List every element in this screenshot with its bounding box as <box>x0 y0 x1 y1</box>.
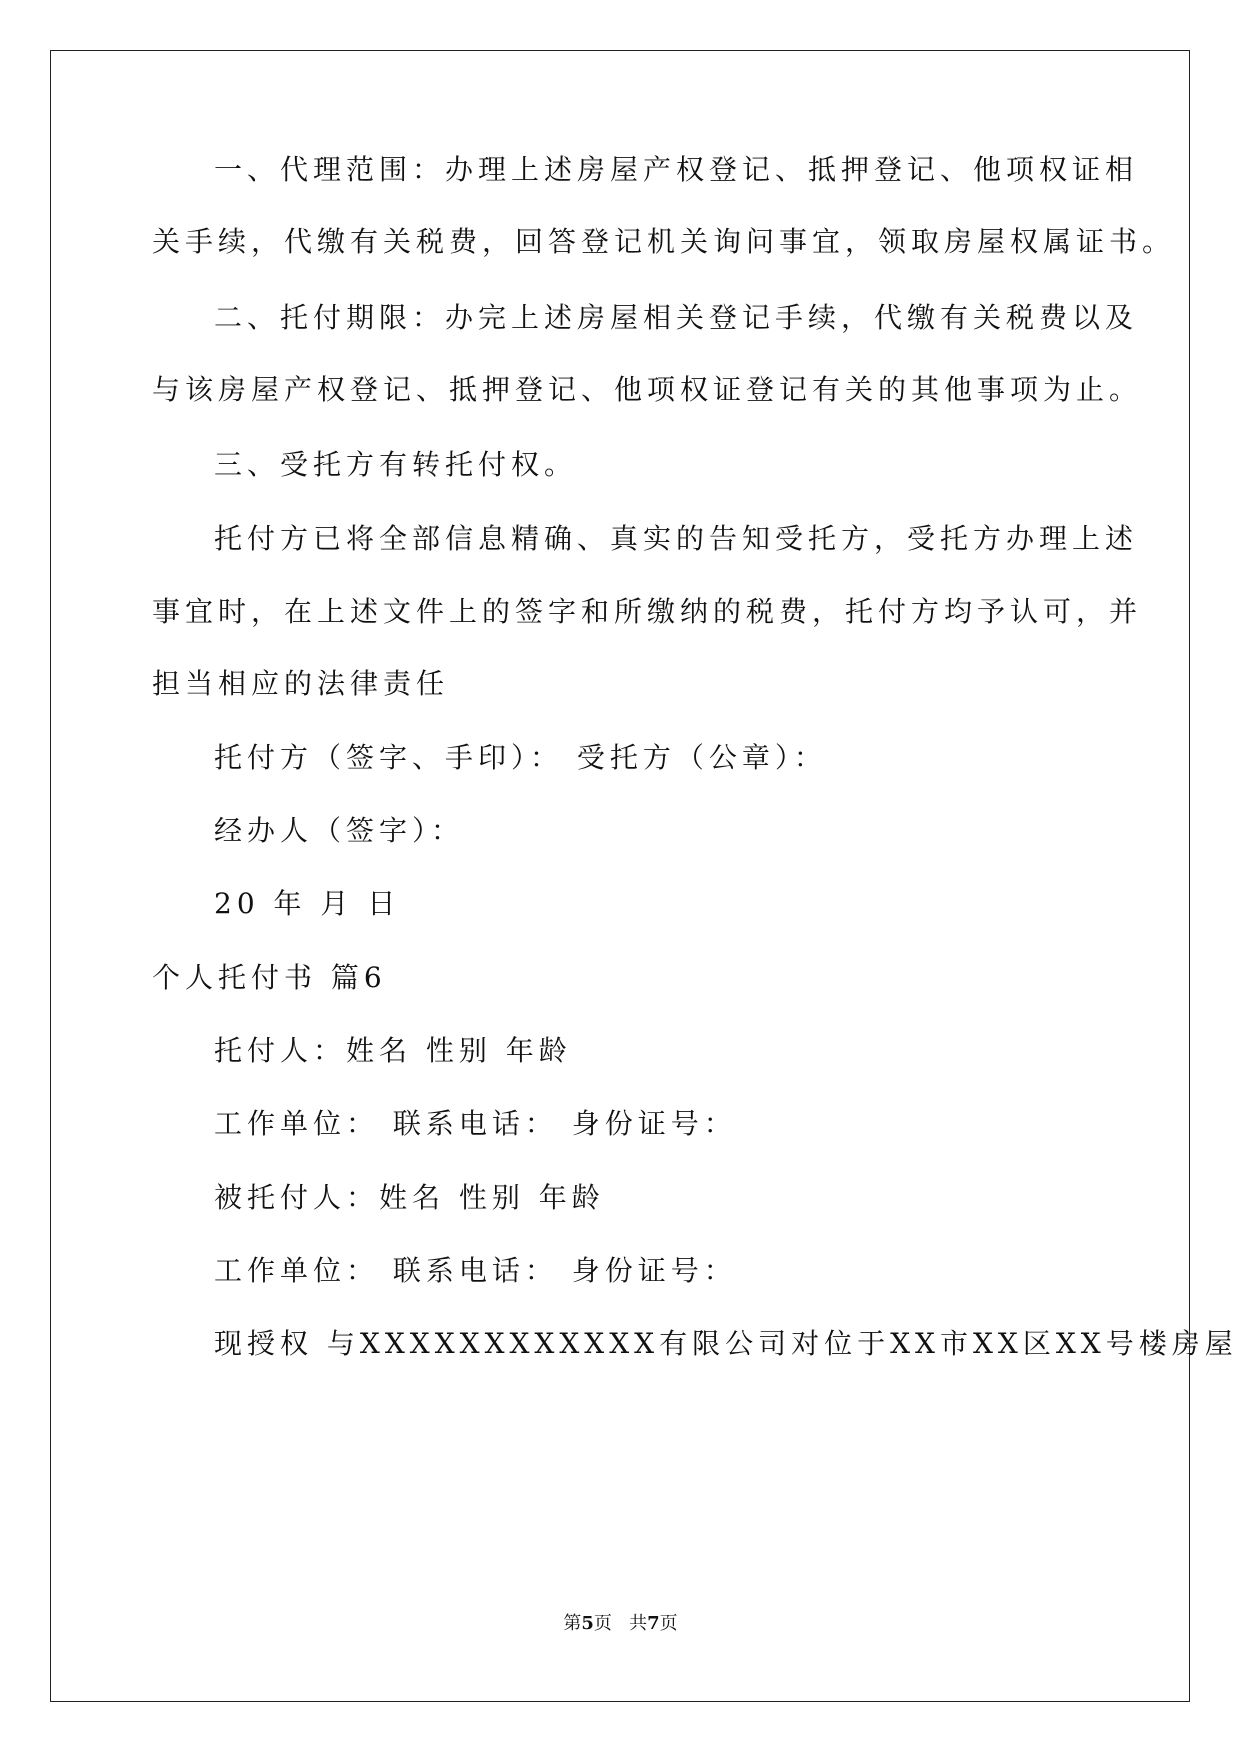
paragraph-term-line-1: 二、托付期限：办完上述房屋相关登记手续，代缴有关税费以及 <box>214 301 1139 334</box>
authorization-line: 现授权 与XXXXXXXXXXXX有限公司对位于XX市XX区XX号楼房屋 <box>214 1327 1238 1360</box>
paragraph-confirmation-line-2: 事宜时，在上述文件上的签字和所缴纳的税费，托付方均予认可，并 <box>152 595 1143 628</box>
footer-middle: 页 共 <box>593 1613 648 1634</box>
paragraph-confirmation-line-1: 托付方已将全部信息精确、真实的告知受托方，受托方办理上述 <box>214 522 1139 555</box>
principal-work-line: 工作单位： 联系电话： 身份证号： <box>214 1107 737 1140</box>
footer-prefix: 第 <box>563 1613 582 1634</box>
signature-line-handler: 经办人（签字）： <box>214 814 465 847</box>
section-heading: 个人托付书 篇6 <box>152 961 387 994</box>
agent-info-line: 被托付人：姓名 性别 年龄 <box>214 1181 605 1214</box>
paragraph-confirmation-line-3: 担当相应的法律责任 <box>152 667 450 700</box>
footer-suffix: 页 <box>659 1613 678 1634</box>
paragraph-term-line-2: 与该房屋产权登记、抵押登记、他项权证登记有关的其他事项为止。 <box>152 373 1143 406</box>
paragraph-scope-line-2: 关手续，代缴有关税费，回答登记机关询问事宜，领取房屋权属证书。 <box>152 225 1176 258</box>
page-footer <box>0 1612 1241 1636</box>
principal-info-line: 托付人：姓名 性别 年龄 <box>214 1034 572 1067</box>
date-line: 20 年 月 日 <box>214 887 401 920</box>
agent-work-line: 工作单位： 联系电话： 身份证号： <box>214 1254 737 1287</box>
footer-page-number: 5 <box>581 1613 594 1634</box>
paragraph-sub-delegation: 三、受托方有转托付权。 <box>214 448 578 481</box>
paragraph-scope-line-1: 一、代理范围：办理上述房屋产权登记、抵押登记、他项权证相 <box>214 153 1139 186</box>
footer-total-pages: 7 <box>647 1613 660 1634</box>
signature-line-parties: 托付方（签字、手印）： 受托方（公章）： <box>214 741 827 774</box>
